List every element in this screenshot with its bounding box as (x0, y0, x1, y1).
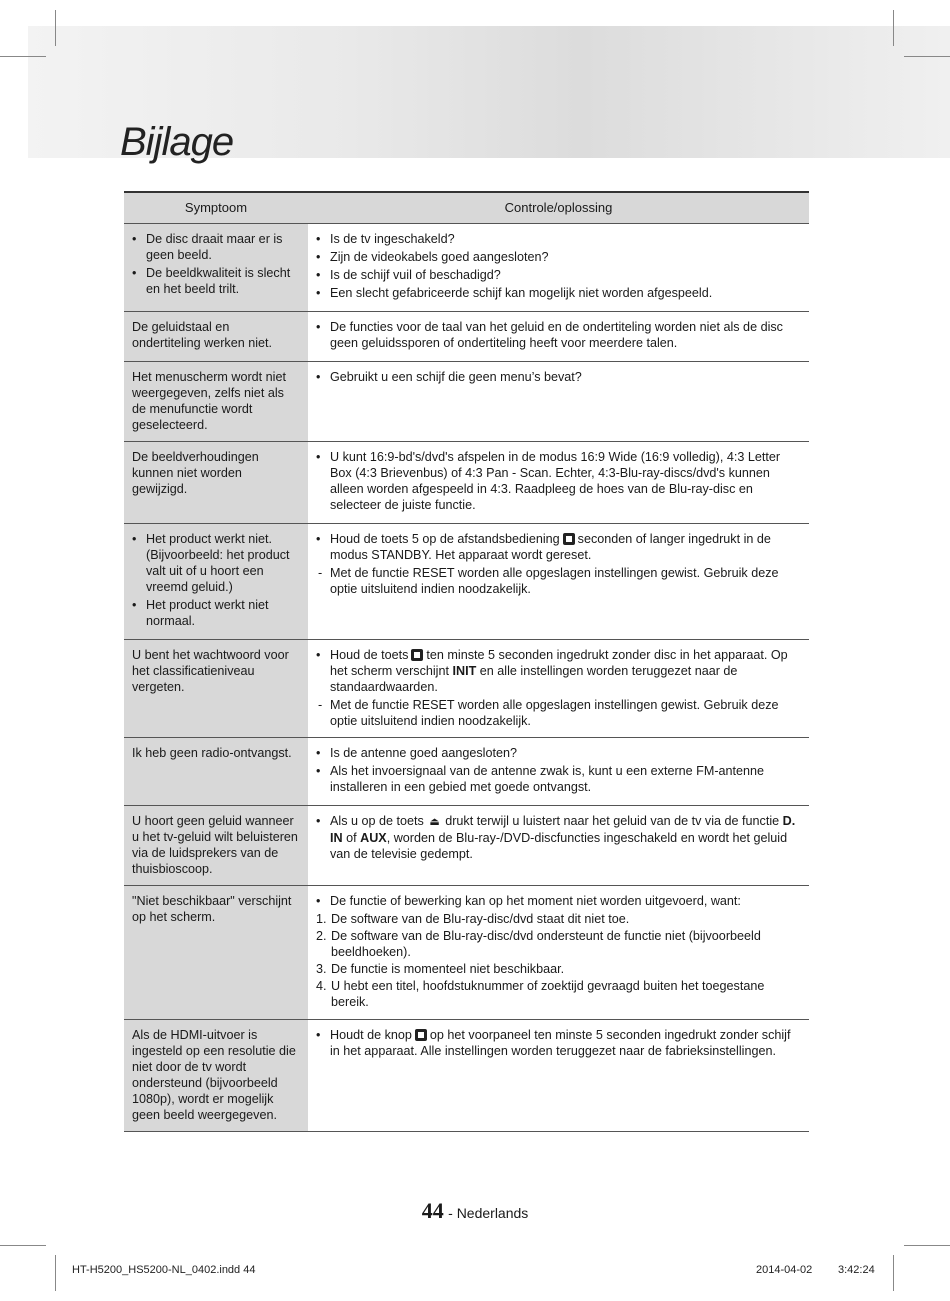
numbered-item (316, 961, 801, 977)
solution-item (316, 1027, 801, 1059)
solution-item: • Een slecht gefabriceerde schijf kan mogelijk niet worden afgespeeld. (316, 285, 801, 301)
item-number: 4. (316, 979, 327, 993)
table-row (124, 442, 809, 524)
troubleshooting-table (124, 191, 809, 1132)
table-row (124, 640, 809, 738)
solution-text: Houd de toets (330, 648, 409, 662)
header-symptom: Symptoom (124, 192, 308, 224)
note-item (316, 697, 801, 729)
header-solution: Controle/oplossing (308, 192, 809, 224)
solution-text: Houd de toets 5 op de afstandsbediening (330, 532, 560, 546)
solution-item: • De functies voor de taal van het geluid en de ondertiteling worden niet als de disc geen geluidssporen of ondertiteling heeft voor meerdere talen. (316, 319, 801, 351)
page-footer (0, 1198, 950, 1224)
table-row (124, 362, 809, 442)
numbered-item (316, 928, 801, 960)
symptom-item: • De beeldkwaliteit is slecht en het beeld trilt. (132, 265, 300, 297)
solution-cell (308, 886, 809, 1020)
solution-item: • Als het invoersignaal van de antenne zwak is, kunt u een externe FM-antenne installeren in een gebied met goede ontvangst. (316, 763, 801, 795)
item-number: 2. (316, 929, 327, 943)
solution-cell (308, 806, 809, 886)
table-row (124, 738, 809, 806)
item-number: 1. (316, 912, 327, 926)
crop-mark (0, 56, 46, 57)
solution-item: • Is de tv ingeschakeld? (316, 231, 801, 247)
solution-cell (308, 640, 809, 738)
numbered-item (316, 978, 801, 1010)
solution-item (316, 813, 801, 862)
symptom-cell: Ik heb geen radio-ontvangst. (124, 738, 308, 806)
bold-term: D. IN (330, 814, 796, 845)
bold-term: INIT (452, 664, 477, 678)
stop-button-icon (411, 649, 423, 661)
table-row (124, 524, 809, 640)
crop-mark (0, 1245, 46, 1246)
symptom-cell (124, 524, 308, 640)
page-title: Bijlage (120, 120, 234, 164)
crop-mark (904, 56, 950, 57)
table-row (124, 224, 809, 312)
symptom-cell (124, 224, 308, 312)
table-row (124, 312, 809, 362)
crop-mark (893, 1255, 894, 1291)
bold-term: AUX (360, 831, 387, 845)
symptom-cell: Als de HDMI-uitvoer is ingesteld op een resolutie die niet door de tv wordt ondersteund (bijvoorbeeld 1080p), wordt er mogelijk geen beeld weergegeven. (124, 1020, 308, 1132)
numbered-list (316, 911, 801, 1010)
item-text: De software van de Blu-ray-disc/dvd ondersteunt de functie niet (bijvoorbeeld beeldhoeken). (331, 929, 761, 959)
slug-date: 2014-04-02 (756, 1264, 813, 1276)
page-number: 44 (421, 1198, 444, 1223)
solution-text: ten minste 5 seconden ingedrukt zonder disc in het apparaat. Op het scherm verschijnt (330, 648, 788, 678)
solution-cell (308, 1020, 809, 1132)
solution-text: Als u op de toets (330, 814, 424, 828)
solution-cell (308, 524, 809, 640)
item-text: De software van de Blu-ray-disc/dvd staat dit niet toe. (331, 912, 630, 926)
solution-item: • Is de antenne goed aangesloten? (316, 745, 801, 761)
note-item (316, 565, 801, 597)
eject-icon: ⏏ (429, 816, 440, 828)
item-text: U hebt een titel, hoofdstuknummer of zoektijd gevraagd buiten het toegestane bereik. (331, 979, 765, 1009)
solution-cell (308, 312, 809, 362)
table-header-row (124, 192, 809, 224)
solution-cell (308, 362, 809, 442)
solution-item: • Is de schijf vuil of beschadigd? (316, 267, 801, 283)
item-text: De functie is momenteel niet beschikbaar. (331, 962, 565, 976)
crop-mark (55, 10, 56, 46)
symptom-item: • De disc draait maar er is geen beeld. (132, 231, 300, 263)
symptom-item: • Het product werkt niet. (Bijvoorbeeld: het product valt uit of u hoort een vreemd geluid.) (132, 531, 300, 595)
symptom-cell: U bent het wachtwoord voor het classificatieniveau vergeten. (124, 640, 308, 738)
note-text: Met de functie RESET worden alle opgeslagen instellingen gewist. Gebruik deze optie uitsluitend indien noodzakelijk. (330, 566, 779, 596)
item-number: 3. (316, 962, 327, 976)
solution-item: • Zijn de videokabels goed aangesloten? (316, 249, 801, 265)
symptom-cell: De beeldverhoudingen kunnen niet worden gewijzigd. (124, 442, 308, 524)
symptom-cell: "Niet beschikbaar" verschijnt op het scherm. (124, 886, 308, 1020)
solution-text: en alle instellingen worden teruggezet naar de standaardwaarden. (330, 664, 738, 694)
solution-item (316, 647, 801, 695)
numbered-item (316, 911, 801, 927)
solution-text: op het voorpaneel ten minste 5 seconden ingedrukt zonder schijf in het apparaat. Alle instellingen worden teruggezet naar de fabrieksinstellingen. (330, 1028, 791, 1058)
solution-text: seconden of langer ingedrukt in de modus STANDBY. Het apparaat wordt gereset. (330, 532, 771, 562)
stop-button-icon (563, 533, 575, 545)
symptom-cell: U hoort geen geluid wanneer u het tv-geluid wilt beluisteren via de luidsprekers van de thuisbioscoop. (124, 806, 308, 886)
symptom-item: • Het product werkt niet normaal. (132, 597, 300, 629)
symptom-cell: De geluidstaal en ondertiteling werken niet. (124, 312, 308, 362)
table-row (124, 806, 809, 886)
slug-filename: HT-H5200_HS5200-NL_0402.indd 44 (72, 1264, 256, 1276)
solution-item: • De functie of bewerking kan op het moment niet worden uitgevoerd, want: (316, 893, 801, 909)
crop-mark (55, 1255, 56, 1291)
page-language: - Nederlands (448, 1205, 529, 1221)
solution-item: • Gebruikt u een schijf die geen menu’s bevat? (316, 369, 801, 385)
solution-cell (308, 738, 809, 806)
note-text: Met de functie RESET worden alle opgeslagen instellingen gewist. Gebruik deze optie uitsluitend indien noodzakelijk. (330, 698, 779, 728)
dash-marker: - (318, 566, 323, 580)
symptom-cell: Het menuscherm wordt niet weergegeven, zelfs niet als de menufunctie wordt geselecteerd. (124, 362, 308, 442)
solution-cell (308, 442, 809, 524)
slug-time: 3:42:24 (838, 1264, 875, 1276)
crop-mark (893, 10, 894, 46)
solution-text: , worden de Blu-ray-/DVD-discfuncties ingeschakeld en wordt het geluid van de televisie gedempt. (330, 831, 788, 861)
table-row (124, 886, 809, 1020)
solution-item (316, 531, 801, 563)
dash-marker: - (318, 698, 323, 712)
solution-item: • U kunt 16:9-bd's/dvd's afspelen in de modus 16:9 Wide (16:9 volledig), 4:3 Letter Box (4:3 Brievenbus) of 4:3 Pan - Scan. Echter, 4:3-Blu-ray-discs/dvd's kunnen alleen worden afgespeeld in 4:3. Raadpleeg de hoes van de Blu-ray-disc en selecteer de juiste functie. (316, 449, 801, 513)
solution-cell (308, 224, 809, 312)
stop-button-icon (415, 1029, 427, 1041)
solution-text: drukt terwijl u luistert naar het geluid van de tv via de functie (445, 814, 780, 828)
crop-mark (904, 1245, 950, 1246)
table-row (124, 1020, 809, 1132)
solution-text: Houdt de knop (330, 1028, 412, 1042)
solution-text: of (346, 831, 357, 845)
